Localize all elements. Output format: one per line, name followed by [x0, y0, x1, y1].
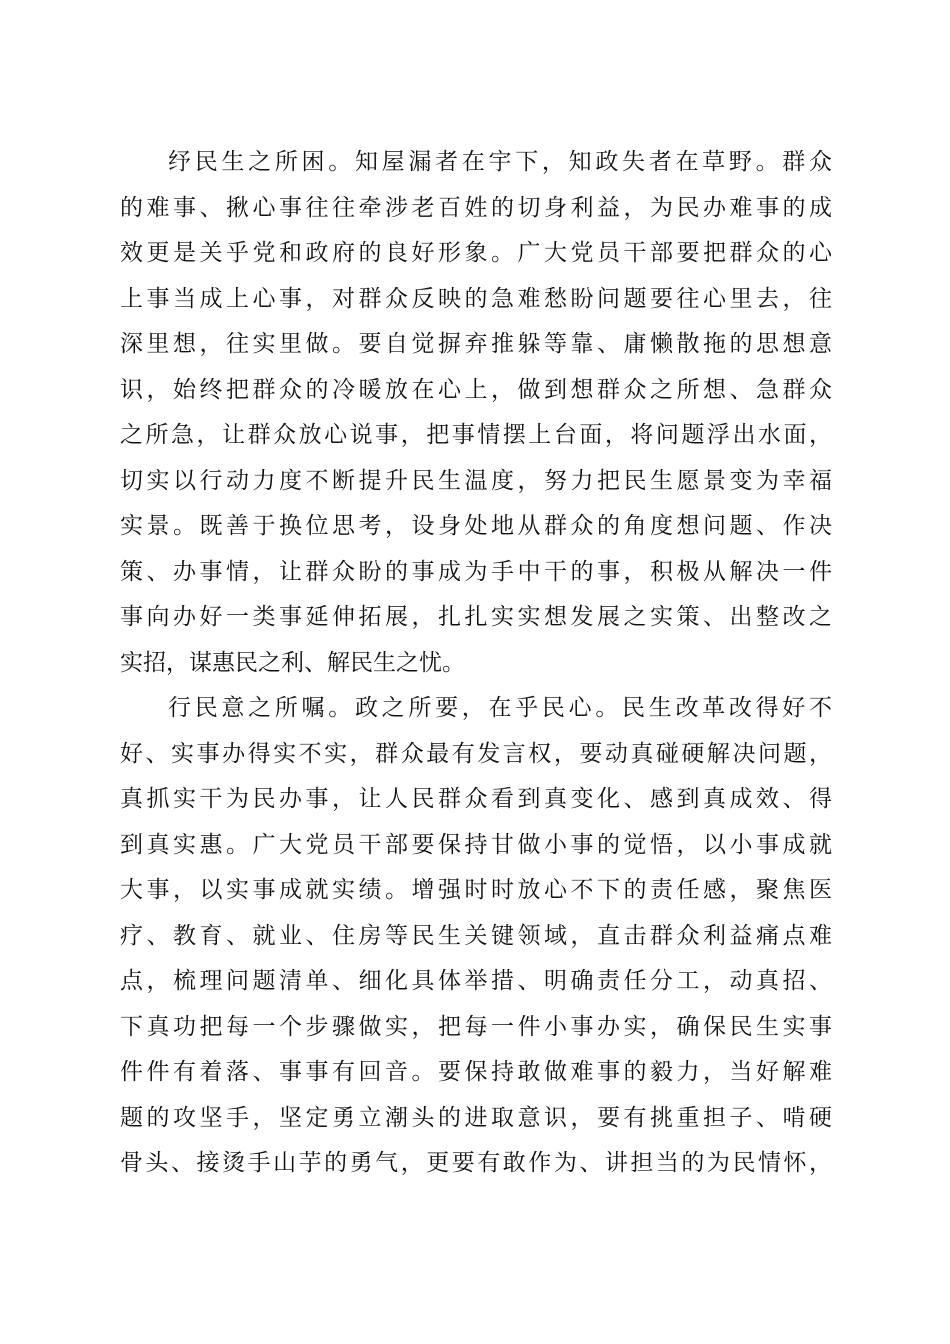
paragraph-2-line: 大事，以实事成就实绩。增强时时放心不下的责任感，聚焦医 [120, 877, 832, 903]
paragraph-1-line: 切实以行动力度不断提升民生温度，努力把民生愿景变为幸福 [120, 467, 832, 494]
paragraph-1-line: 实招，谋惠民之利、解民生之忧。 [120, 649, 465, 676]
paragraph-2-line: 点，梳理问题清单、细化具体举措、明确责任分工，动真招、 [120, 968, 832, 994]
paragraph-1-line: 纾民生之所困。知屋漏者在宇下，知政失者在草野。群众 [168, 149, 832, 175]
paragraph-1-line: 实景。既善于换位思考，设身处地从群众的角度想问题、作决 [120, 513, 832, 539]
paragraph-2-line: 行民意之所嘱。政之所要，在乎民心。民生改革改得好不 [168, 695, 832, 721]
body-text [120, 140, 832, 1187]
paragraph-1-line: 效更是关乎党和政府的良好形象。广大党员干部要把群众的心 [120, 240, 832, 266]
paragraph-1-line: 策、办事情，让群众盼的事成为手中干的事，积极从解决一件 [120, 558, 832, 585]
paragraph-2-line: 真抓实干为民办事，让人民群众看到真变化、感到真成效、得 [120, 786, 832, 812]
paragraph-1-line: 识，始终把群众的冷暖放在心上，做到想群众之所想、急群众 [120, 376, 832, 403]
paragraph-2-line: 下真功把每一个步骤做实，把每一件小事办实，确保民生实事 [120, 1013, 832, 1040]
paragraph-2-line: 好、实事办得实不实，群众最有发言权，要动真碰硬解决问题， [120, 740, 832, 767]
paragraph-1-line: 事向办好一类事延伸拓展，扎扎实实想发展之实策、出整改之 [120, 604, 832, 630]
paragraph-2-line: 疗、教育、就业、住房等民生关键领域，直击群众利益痛点难 [120, 922, 832, 949]
paragraph-1-line: 的难事、揪心事往往牵涉老百姓的切身利益，为民办难事的成 [120, 194, 832, 221]
paragraph-2-line: 件件有着落、事事有回音。要保持敢做难事的毅力，当好解难 [120, 1059, 832, 1085]
paragraph-2-line: 到真实惠。广大党员干部要保持甘做小事的觉悟，以小事成就 [120, 831, 832, 858]
paragraph-1-line: 深里想，往实里做。要自觉摒弃推躲等靠、庸懒散拖的思想意 [120, 331, 832, 357]
paragraph-2-line: 题的攻坚手，坚定勇立潮头的进取意识，要有挑重担子、啃硬 [120, 1104, 832, 1131]
paragraph-1-line: 之所急，让群众放心说事，把事情摆上台面，将问题浮出水面， [120, 422, 832, 448]
paragraph-2-line: 骨头、接烫手山芋的勇气，更要有敢作为、讲担当的为民情怀， [120, 1150, 832, 1176]
paragraph-1-line: 上事当成上心事，对群众反映的急难愁盼问题要往心里去，往 [120, 285, 832, 312]
